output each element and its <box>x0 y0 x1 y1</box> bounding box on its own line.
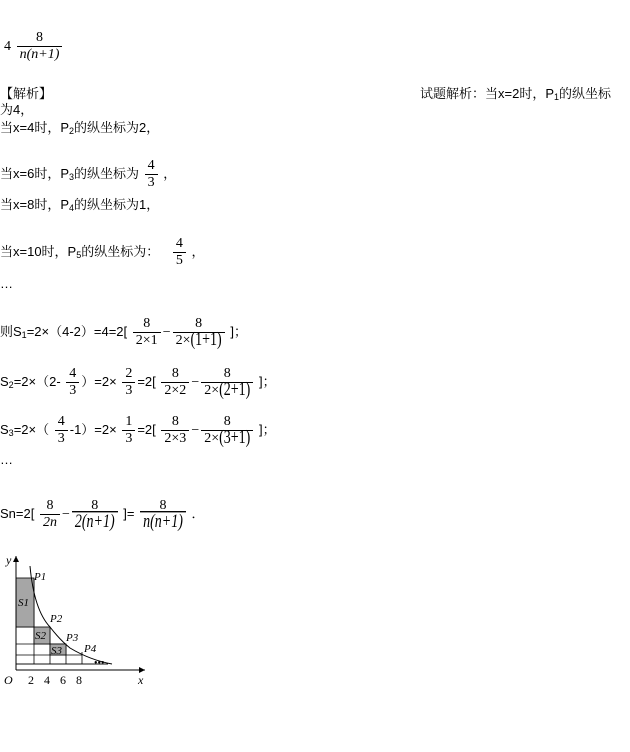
x-axis-label: x <box>138 673 144 687</box>
continuation-dots: ••• <box>94 658 105 669</box>
s1-fraction-1: $\frac{8}{2\times 1}$ <box>133 316 161 349</box>
answer-denominator: n(n+1) <box>17 46 63 63</box>
analysis-ellipsis: … <box>0 276 13 291</box>
label-s3: S3 <box>51 645 62 657</box>
sum-s1-line: 则$S_1=2\times(4-2)=4=2$[ $\frac{8}{2\times 1}$ − $\frac{8}{2\times(1+1)}$ ]； <box>0 316 247 351</box>
s2-fraction-2: $\frac{8}{2\times(2+1)}$ <box>201 366 253 399</box>
point-p4: P4 <box>84 643 97 655</box>
s3-fraction-b: $\frac{1}{3}$ <box>122 414 135 447</box>
x-tick-6: 6 <box>60 673 66 687</box>
sum-s2-line: $S_2=2\times(2-$ $\frac{4}{3}$ ）=2× $\frac{2}{3}$ =2[ $\frac{8}{2\times 2}$ − $\frac{8}{2\times(2+1)}$ ]； <box>0 366 276 401</box>
s3-fraction-a: $\frac{4}{3}$ <box>55 414 68 447</box>
point-p3: P3 <box>66 632 79 644</box>
s2-fraction-a: $\frac{4}{3}$ <box>66 366 79 399</box>
answer-line <box>4 30 64 63</box>
y-axis-label: y <box>6 553 12 567</box>
s3-fraction-2: $\frac{8}{2\times(3+1)}$ <box>201 414 253 447</box>
point-p2: P2 <box>50 613 63 625</box>
s1-fraction-2: $\frac{8}{2\times(1+1)}$ <box>173 316 225 349</box>
analysis-title: 【解析】 <box>0 86 53 101</box>
analysis-intro-wrap: 为4， <box>0 102 34 117</box>
label-s1: S1 <box>18 597 29 609</box>
x-tick-4: 4 <box>44 673 50 687</box>
sum-sn-line: Sn=2[ $\frac{8}{2n}$ − $\frac{8}{2(n+1)}$ ]= $\frac{8}{n(n+1)}$ ． <box>0 498 205 533</box>
origin-label: O <box>4 673 13 687</box>
answer-fraction <box>17 30 63 63</box>
sn-fraction-1: $\frac{8}{2n}$ <box>40 498 60 531</box>
point-p1: P1 <box>34 571 47 583</box>
analysis-line-p5: 当x=10时，$P_5$的纵坐标为： $\frac{4}{5}$ ， <box>0 236 205 268</box>
analysis-line-p3: 当x=6时，$P_3$的纵坐标为 $\frac{4}{3}$ ， <box>0 158 177 190</box>
sums-ellipsis: … <box>0 452 13 467</box>
s3-fraction-1: $\frac{8}{2\times 3}$ <box>161 414 189 447</box>
sn-fraction-2: $\frac{8}{2(n+1)}$ <box>72 498 118 531</box>
answer-lead: 4 <box>4 38 11 54</box>
s2-fraction-1: $\frac{8}{2\times 2}$ <box>161 366 189 399</box>
analysis-intro: 试题解析：当x=2时，$P_1$的纵坐标 <box>420 86 612 102</box>
s2-fraction-b: $\frac{2}{3}$ <box>122 366 135 399</box>
sum-s3-line: $S_3=2\times$（ $\frac{4}{3}$ -1）=2× $\frac{1}{3}$ =2[ $\frac{8}{2\times 3}$ − $\frac{8}{2\times(3+1)}$ ]； <box>0 414 276 449</box>
p5-fraction: $\frac{4}{5}$ <box>173 236 186 269</box>
answer-numerator: 8 <box>36 30 44 45</box>
analysis-line-p4: 当x=8时，$P_4$的纵坐标为1， <box>0 197 160 213</box>
p3-fraction: $\frac{4}{3}$ <box>145 158 158 191</box>
x-tick-8: 8 <box>76 673 82 687</box>
x-tick-2: 2 <box>28 673 34 687</box>
graph-figure <box>0 548 170 698</box>
analysis-line-p2: 当x=4时，$P_2$的纵坐标为2， <box>0 120 160 136</box>
label-s2: S2 <box>35 630 46 642</box>
sn-fraction-3: $\frac{8}{n(n+1)}$ <box>140 498 186 531</box>
y-axis-arrow <box>13 556 19 562</box>
